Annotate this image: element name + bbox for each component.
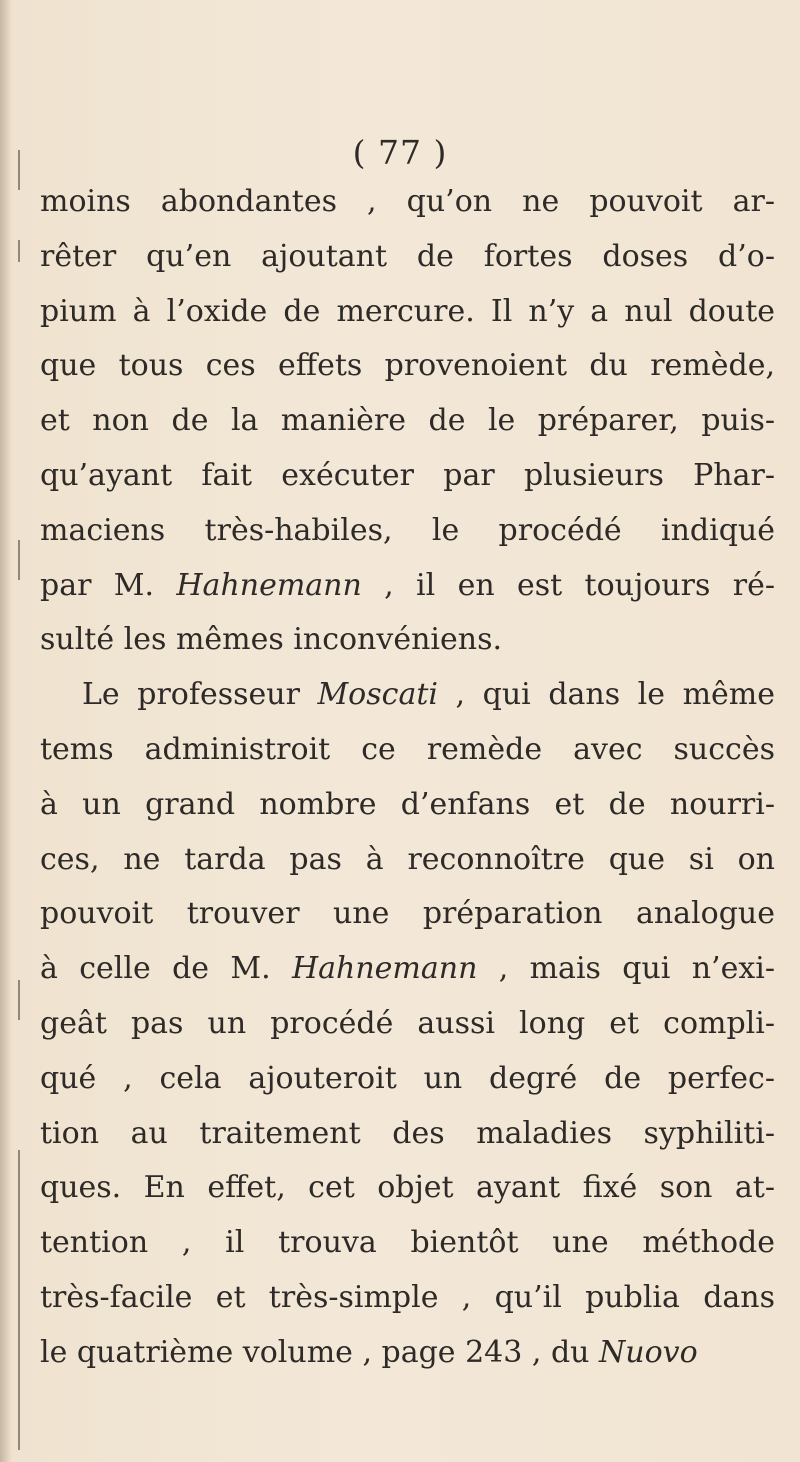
gutter-mark [18,240,20,262]
text-run: le quatrième volume , page 243 , du [40,1334,600,1370]
text-line: moins abondantes , qu’on ne pouvoit ar- [40,184,775,219]
author-name: Hahnemann [176,567,362,603]
gutter-mark [18,540,20,580]
text-run: , mais qui n’exi- [477,951,775,987]
page-number: ( 77 ) [352,133,448,172]
text-line: ces, ne tarda pas à reconnoître que si on [40,841,775,877]
text-line [40,668,775,723]
author-name: Moscati [317,677,438,713]
author-name: Hahnemann [291,951,478,987]
text-run: , qui dans le même [437,677,775,713]
text-line: à un grand nombre d’enfans et de nourri- [40,786,775,822]
text-line [40,559,775,614]
journal-title: Nuovo [599,1334,698,1370]
text-line: pium à l’oxide de mercure. Il n’y a nul doute [40,293,775,329]
text-line [40,942,775,997]
text-line: et non de la manière de le préparer, puis- [40,403,775,439]
text-line: qu’ayant fait exécuter par plusieurs Phar- [40,457,775,493]
text-line: tention , il trouva bientôt une méthode [40,1225,775,1261]
text-line: ques. En effet, cet objet ayant fixé son at- [40,1170,775,1206]
text-line [40,1326,775,1381]
text-line: que tous ces effets provenoient du remède, [40,348,775,384]
text-run: à celle de M. [40,951,292,987]
text-line: sulté les mêmes inconvéniens. [40,622,502,658]
body-text [40,175,775,1381]
text-line: tion au traitement des maladies syphiliti- [40,1115,775,1151]
spine-shadow [0,0,12,1462]
text-line: pouvoit trouver une préparation analogue [40,896,775,932]
text-line: qué , cela ajouteroit un degré de perfec- [40,1060,775,1096]
text-line: rêter qu’en ajoutant de fortes doses d’o- [40,238,775,274]
text-run: , il en est toujours ré- [361,567,775,603]
text-run: Le professeur [82,677,318,713]
text-line: très-facile et très-simple , qu’il publia dans [40,1279,775,1315]
text-run: par M. [40,567,177,603]
text-line: maciens très-habiles, le procédé indiqué [40,512,775,548]
text-line: geât pas un procédé aussi long et compli- [40,1005,775,1041]
gutter-mark [18,1150,20,1450]
text-line: tems administroit ce remède avec succès [40,731,775,767]
gutter-mark [18,980,20,1020]
